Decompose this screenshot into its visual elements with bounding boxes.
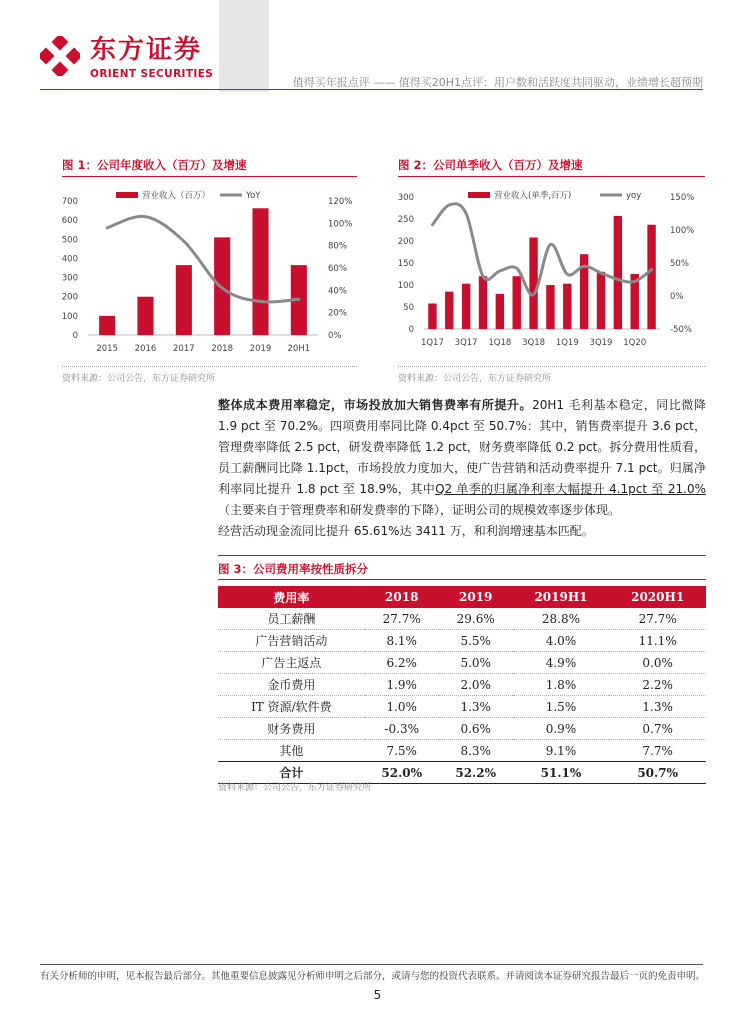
table-cell-value: 1.3% — [609, 696, 706, 718]
x-tick-label: 20H1 — [287, 344, 311, 354]
table-total-value: 50.7% — [609, 762, 706, 784]
x-tick-label: 1Q18 — [488, 338, 512, 348]
bar — [99, 316, 115, 335]
x-tick-label: 3Q17 — [454, 338, 478, 348]
figure3-source: 资料来源：公司公告，东方证券研究所 — [218, 783, 372, 793]
paragraph-expenses-text: 20H1 毛利基本稳定，同比微降 1.9 pct 至 70.2%。四项费用率同比降 0.4pct 至 50.7%：其中，销售费率提升 3.6 pct，管理费率降低 2.5 pct，研发费率降低 1.2 pct，财务费率降低 0.2 pct。拆分费用性质看，员工薪酬同比降 1.1pct，市场投放力度加大，使广告营销和活动费率提升 7.1 pct。归属净利率同比提升 1.8 pct 至 18.9%，其中 — [218, 398, 706, 496]
bar — [529, 237, 537, 329]
bar — [445, 292, 453, 329]
paragraph-cashflow: 经营活动现金流同比提升 65.61%达 3411 万，和利润增速基本匹配。 — [218, 524, 594, 538]
table-cell-label: 员工薪酬 — [218, 608, 365, 630]
bar — [614, 216, 622, 329]
x-tick-label: 2018 — [211, 344, 233, 354]
table-cell-value: 27.7% — [609, 608, 706, 630]
x-tick-label: 2019 — [249, 344, 272, 354]
table-cell-label: 广告营销活动 — [218, 630, 365, 652]
x-tick-label: 2016 — [134, 344, 157, 354]
figure1-source: 资料来源：公司公告，东方证券研究所 — [62, 374, 216, 384]
table-row — [218, 630, 706, 652]
table-cell-value: 8.1% — [365, 630, 439, 652]
legend-bar-label: 营业收入（百万） — [142, 191, 211, 201]
bar — [496, 294, 504, 329]
table-cell-value: 2.0% — [439, 674, 513, 696]
y-right-tick-label: 100% — [328, 219, 353, 230]
figure3-rule — [218, 579, 706, 580]
table-cell-label: 财务费用 — [218, 718, 365, 740]
y-right-tick-label: 60% — [328, 264, 347, 274]
y-left-tick-label: 600 — [61, 216, 78, 227]
table-cell-value: 0.7% — [609, 718, 706, 740]
figure2-rule — [398, 176, 705, 177]
x-tick-label: 1Q20 — [623, 338, 647, 348]
table-cell-value: 1.8% — [513, 674, 610, 696]
x-tick-label: 1Q19 — [555, 338, 579, 348]
bar — [597, 272, 605, 329]
paragraph-expenses-tail: （主要来自于管理费率和研发费率的下降），证明公司的规模效率逐步体现。 — [218, 503, 621, 517]
expense-ratio-table — [218, 586, 706, 784]
y-left-tick-label: 100 — [61, 311, 78, 322]
table-cell-value: 0.6% — [439, 718, 513, 740]
paragraph-expenses-highlight: Q2 单季的归属净利率大幅提升 4.1pct 至 21.0% — [435, 482, 706, 496]
table-header-cell: 2018 — [365, 586, 439, 608]
x-tick-label: 3Q18 — [522, 338, 546, 348]
figure1-title: 图 1：公司年度收入（百万）及增速 — [62, 158, 247, 172]
y-right-tick-label: 80% — [328, 241, 347, 252]
x-tick-label: 1Q17 — [420, 338, 444, 348]
x-tick-label: 3Q19 — [589, 338, 613, 348]
y-left-tick-label: 300 — [61, 273, 78, 284]
table-row — [218, 652, 706, 674]
table-cell-value: 0.0% — [609, 652, 706, 674]
logo-chinese: 东方证券 — [90, 35, 203, 65]
table-cell-value: 6.2% — [365, 652, 439, 674]
table-cell-value: 1.5% — [513, 696, 610, 718]
y-left-tick-label: 50 — [403, 303, 414, 313]
table-cell-value: 5.0% — [439, 652, 513, 674]
table-cell-value: 28.8% — [513, 608, 610, 630]
legend-bar-swatch — [116, 192, 138, 198]
table-row — [218, 718, 706, 740]
bar — [252, 208, 268, 335]
y-right-tick-label: 0% — [328, 331, 342, 341]
y-left-tick-label: 100 — [397, 281, 414, 291]
table-cell-value: 1.0% — [365, 696, 439, 718]
figure1-chart — [56, 180, 366, 360]
y-left-tick-label: 150 — [397, 259, 414, 269]
table-total-label: 合计 — [218, 762, 365, 784]
page-number: 5 — [373, 988, 382, 1002]
table-cell-value: 7.5% — [365, 740, 439, 762]
x-tick-label: 2017 — [173, 344, 195, 354]
bar — [479, 276, 487, 329]
table-row — [218, 696, 706, 718]
table-cell-label: IT 资源/软件费 — [218, 696, 365, 718]
y-left-tick-label: 250 — [397, 215, 414, 225]
legend-line-label: YoY — [246, 191, 261, 201]
table-header-cell: 2019H1 — [513, 586, 610, 608]
table-cell-value: 8.3% — [439, 740, 513, 762]
y-right-tick-label: 120% — [328, 197, 353, 207]
table-cell-value: 29.6% — [439, 608, 513, 630]
table-row — [218, 674, 706, 696]
logo-english: ORIENT SECURITIES — [90, 68, 214, 80]
y-right-tick-label: 100% — [670, 226, 695, 236]
y-right-tick-label: -50% — [670, 325, 692, 335]
legend-bar-label: 营业收入(单季,百万) — [494, 191, 572, 201]
y-right-tick-label: 0% — [670, 292, 684, 302]
figure3-title: 图 3：公司费用率按性质拆分 — [218, 562, 369, 576]
bar — [137, 297, 153, 335]
figure1-rule — [62, 176, 357, 177]
figure1-source-rule — [62, 366, 357, 367]
y-right-tick-label: 20% — [328, 308, 347, 319]
figure3-top-rule — [218, 555, 706, 556]
table-total-value: 52.2% — [439, 762, 513, 784]
y-left-tick-label: 500 — [61, 235, 78, 246]
yoy-line — [107, 216, 299, 302]
table-cell-label: 广告主返点 — [218, 652, 365, 674]
table-cell-value: 11.1% — [609, 630, 706, 652]
table-cell-value: 4.0% — [513, 630, 610, 652]
figure2-title: 图 2：公司单季收入（百万）及增速 — [398, 158, 583, 172]
bar — [462, 284, 470, 329]
bar — [546, 285, 554, 329]
table-total-value: 51.1% — [513, 762, 610, 784]
table-cell-value: 27.7% — [365, 608, 439, 630]
table-cell-label: 金币费用 — [218, 674, 365, 696]
y-left-tick-label: 300 — [397, 193, 414, 203]
y-left-tick-label: 0 — [72, 331, 78, 341]
table-header-cell: 2020H1 — [609, 586, 706, 608]
figure2-chart — [392, 180, 710, 360]
y-left-tick-label: 400 — [61, 254, 78, 265]
table-cell-value: 1.9% — [365, 674, 439, 696]
table-row — [218, 740, 706, 762]
legend-bar-swatch — [468, 192, 490, 198]
bar — [513, 276, 521, 329]
table-cell-value: 9.1% — [513, 740, 610, 762]
footer-disclaimer: 有关分析师的申明，见本报告最后部分。其他重要信息披露见分析师申明之后部分，或请与您的投资代表联系。并请阅读本证券研究报告最后一页的免责申明。 — [40, 971, 706, 982]
paragraph-expenses-lead: 整体成本费用率稳定，市场投放加大销售费率有所提升。 — [218, 398, 533, 412]
footer-rule — [40, 964, 703, 965]
table-cell-value: 7.7% — [609, 740, 706, 762]
table-cell-value: -0.3% — [365, 718, 439, 740]
figure2-source: 资料来源：公司公告，东方证券研究所 — [398, 374, 552, 384]
legend-line-label: yoy — [626, 191, 642, 201]
bar — [428, 303, 436, 329]
table-header-cell: 2019 — [439, 586, 513, 608]
figure2-source-rule — [398, 366, 705, 367]
bar — [647, 225, 655, 329]
y-left-tick-label: 0 — [408, 325, 414, 335]
header-decoration-bar — [219, 0, 269, 92]
y-left-tick-label: 700 — [61, 197, 78, 207]
y-right-tick-label: 50% — [670, 259, 689, 269]
report-title: 值得买年报点评 —— 值得买20H1点评：用户数和活跃度共同驱动，业绩增长超预期 — [292, 76, 703, 89]
table-cell-value: 2.2% — [609, 674, 706, 696]
header-rule — [40, 89, 703, 90]
table-total-value: 52.0% — [365, 762, 439, 784]
y-left-tick-label: 200 — [397, 237, 414, 247]
bar — [176, 265, 192, 335]
table-cell-value: 1.3% — [439, 696, 513, 718]
paragraph-expenses — [218, 395, 706, 521]
bar — [563, 284, 571, 329]
table-cell-value: 4.9% — [513, 652, 610, 674]
orient-logo-icon — [40, 36, 80, 76]
table-row — [218, 608, 706, 630]
x-tick-label: 2015 — [96, 344, 118, 354]
y-right-tick-label: 150% — [670, 193, 695, 203]
table-cell-value: 5.5% — [439, 630, 513, 652]
table-cell-value: 0.9% — [513, 718, 610, 740]
table-header-row — [218, 586, 706, 608]
y-left-tick-label: 200 — [61, 292, 78, 303]
table-cell-label: 其他 — [218, 740, 365, 762]
y-right-tick-label: 40% — [328, 286, 347, 297]
table-header-cell: 费用率 — [218, 586, 365, 608]
